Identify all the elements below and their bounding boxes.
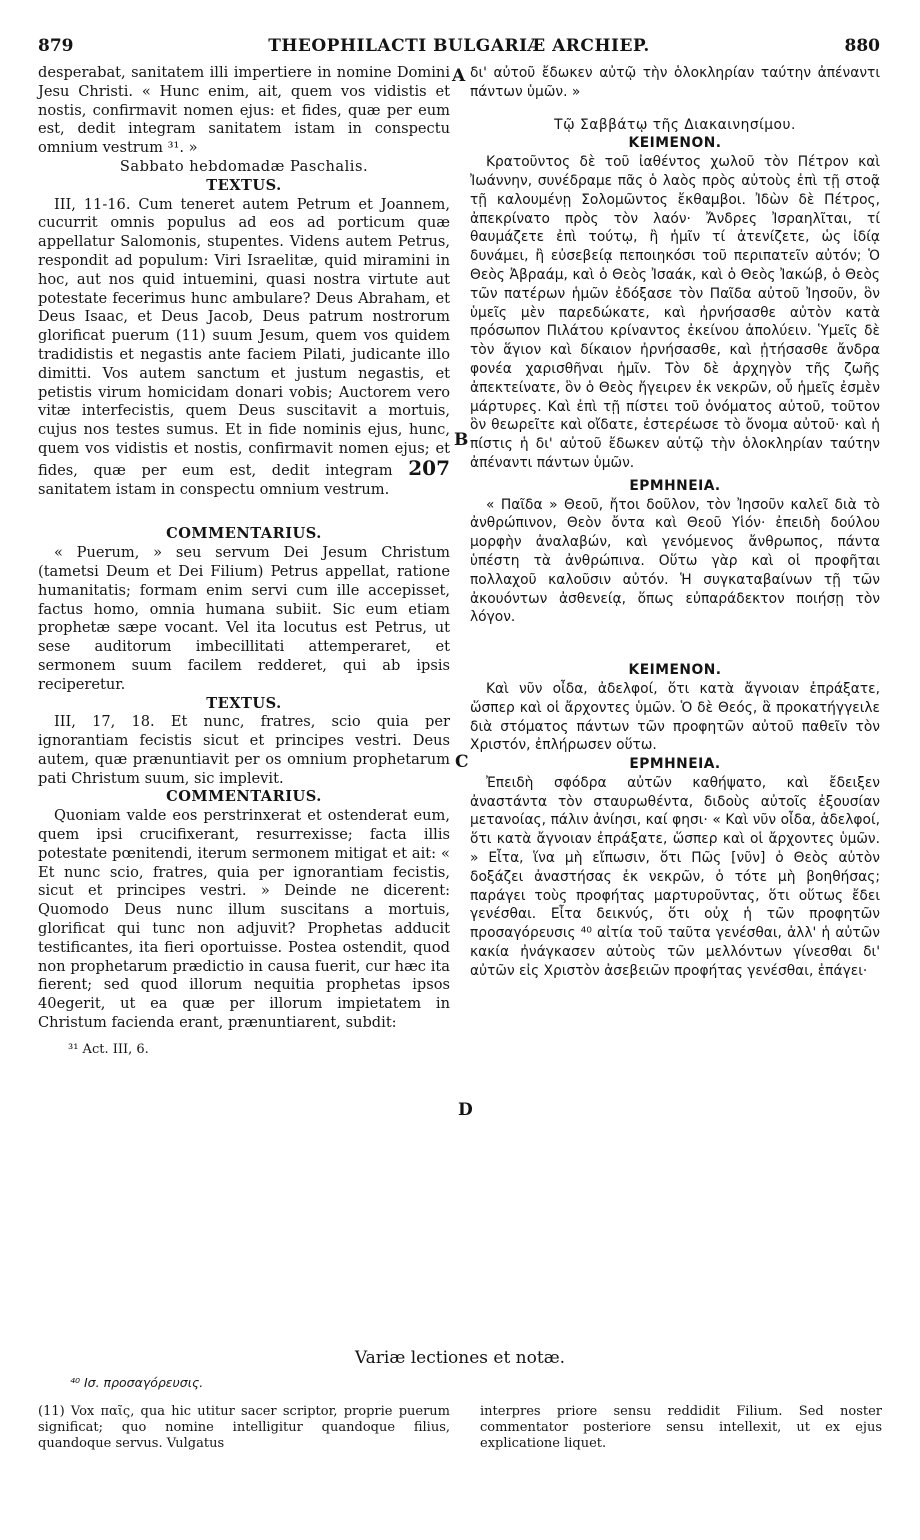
greek-section-title: Τῷ Σαββάτῳ τῆς Διακαινησίμου.	[554, 116, 796, 133]
latin-section-title: Sabbato hebdomadæ Paschalis.	[119, 157, 369, 175]
note-11-right	[480, 1404, 882, 1451]
greek-intro: δι' αὐτοῦ ἔδωκεν αὐτῷ τὴν ὁλοκληρίαν ταύτην ἀπέναντι πάντων ὑμῶν. »	[470, 65, 880, 100]
latin-intro: desperabat, sanitatem illi impertiere in nomine Domini Jesu Christi. « Hunc enim, ait, quem vos vidistis et nostis, confirmavit nomen ejus: et fides, quæ per eum est, dedit integram sanitatem istam in conspectu omnium vestrum ³¹. »	[38, 64, 450, 157]
hermeneia-2-body: Ἐπειδὴ σφόδρα αὐτῶν καθήψατο, καὶ ἔδειξεν ἀναστάντα τὸν σταυρωθέντα, διδοὺς αὐτοῖς ἐξουσίαν μετανοίας, πάλιν ἀνίησι, καί φησι· « Καὶ νῦν οἶδα, ἀδελφοί, ὅτι κατὰ ἄγνοιαν ἐπράξατε, ὥσπερ καὶ οἱ ἄρχοντες ὑμῶν. » Εἶτα, ἵνα μὴ εἴπωσιν, ὅτι Πῶς [νῦν] ὁ Θεὸς αὐτὸν δοξάζει ἀναστήσας ἐκ νεκρῶν, ὁ τότε μὴ βοηθήσας; παράγει τοὺς προφήτας μαρτυροῦντας, ὅτι οὕτως ἔδει γενέσθαι. Εἶτα δεικνύς, ὅτι οὐχ ἡ τῶν προφητῶν προσαγόρευσις ⁴⁰ αἰτία τοῦ ταῦτα γενέσθαι, ἀλλ' ἡ αὐτῶν κακία ἠνάγκασεν αὐτοὺς τῶν μελλόντων γίνεσθαι δι' αὐτῶν εἰς Χριστὸν ἀσεβειῶν προφήτας γενέσθαι, ἐπάγει·	[470, 774, 880, 979]
keimenon-heading-2: ΚΕΙΜΕΝΟΝ.	[628, 662, 722, 679]
running-title: THEOPHILACTI BULGARIÆ ARCHIEP.	[268, 36, 650, 56]
commentarius-heading-2: COMMENTARIUS.	[166, 788, 322, 806]
note-11-left-text: (11) Vox παῖς, qua hic utitur sacer scriptor, proprie puerum significat; quo nomine intelligitur quandoque filius, quandoque servus. Vulgatus	[38, 1404, 450, 1451]
note-11-right-text: interpres priore sensu reddidit Filium. Sed noster commentator posteriore sensu intellexit, ut ex ejus explicatione liquet.	[480, 1404, 882, 1451]
hermeneia-heading-1: ΕΡΜΗΝΕΙΑ.	[629, 477, 721, 494]
keimenon-heading-1: ΚΕΙΜΕΝΟΝ.	[628, 135, 722, 152]
commentarius-2-body: Quoniam valde eos perstrinxerat et ostenderat eum, quem ipsi crucifixerant, resurrexisse; facta illis potestate pœnitendi, iterum sermonem mitigat et ait: « Et nunc scio, fratres, quia per ignorantiam fecistis, sicut et principes vestri. » Deinde ne dicerent: Quomodo Deus nunc illum suscitans a mortuis, glorificat qui tunc non adjuvit? Prophetas adducit testificantes, ita fieri oportuisse. Postea ostendit, quod non prophetarum prædictio in causa fuerit, cur hæc ita fierent; sed quod illorum nequitia prophetas ipsos 40egerit, ut ea quæ per illorum impietatem in Christum facienda erant, prænuntiarent, subdit:	[38, 807, 450, 1032]
textus-heading-2: TEXTUS.	[206, 694, 282, 712]
footnote-40: ⁴⁰ Ισ. προσαγόρευσις.	[70, 1375, 204, 1390]
page-number-left: 879	[38, 36, 74, 56]
textus-2-body: III, 17, 18. Et nunc, fratres, scio quia per ignorantiam fecistis sicut et principes vestri. Deus autem, quæ prænuntiavit per os omnium prophetarum pati Christum suum, sic implevit.	[38, 713, 450, 787]
margin-letter-a: A	[452, 66, 466, 86]
keimenon-2-body: Καὶ νῦν οἶδα, ἀδελφοί, ὅτι κατὰ ἄγνοιαν ἐπράξατε, ὥσπερ καὶ οἱ ἄρχοντες ὑμῶν. Ὁ δὲ Θεός, ἃ προκατήγγειλε διὰ στόματος πάντων τῶν προφητῶν αὐτοῦ παθεῖν τὸν Χριστόν, ἐπλήρωσεν οὕτω.	[470, 680, 880, 754]
greek-column	[470, 64, 880, 981]
textus-1-text-end: sanitatem istam in conspectu omnium vestrum.	[38, 480, 390, 498]
commentarius-heading-1: COMMENTARIUS.	[166, 525, 322, 543]
commentarius-1-body: « Puerum, » seu servum Dei Jesum Christum (tametsi Deum et Dei Filium) Petrus appellat, ratione humanitatis; formam enim servi cum ille accepisset, factus homo, omnia humana subiit. Sic eum etiam prophetæ sæpe vocant. Vel ita locutus est Petrus, ut sese auditorum imbecillitati attemperaret, et sermonem suum facilem redderet, qui ab ipsis reciperetur.	[38, 544, 450, 693]
hermeneia-1-body: « Παῖδα » Θεοῦ, ἤτοι δοῦλον, τὸν Ἰησοῦν καλεῖ διὰ τὸ ἀνθρώπινον, Θεὸν ὄντα καὶ Θεοῦ Υἱόν· ἐπειδὴ δούλου μορφὴν ἀναλαβών, καὶ γενόμενος ἄνθρωπος, πάντα ὑπέστη τὰ ἀνθρώπινα. Οὕτω γὰρ καὶ οἱ προφῆται πολλαχοῦ καλοῦσιν αὐτόν. Ἡ συγκαταβαίνων τῇ τῶν ἀκουόντων ἀσθενείᾳ, ὅπως εὐπαράδεκτον ποιήσῃ τὸν λόγον.	[470, 496, 880, 626]
hermeneia-heading-2: ΕΡΜΗΝΕΙΑ.	[629, 756, 721, 773]
margin-letter-d: D	[458, 1100, 473, 1120]
footnote-31: ³¹ Act. III, 6.	[68, 1041, 149, 1057]
textus-1-text: III, 11-16. Cum teneret autem Petrum et Joannem, cucurrit omnis populus ad eos ad porticum quæ appellatur Salomonis, stupentes. Videns autem Petrus, respondit ad populum: Viri Israelitæ, quid miramini in hoc, aut nos quid intuemini, quasi nostra virtute aut potestate fecerimus hunc ambulare? Deus Abraham, et Deus Isaac, et Deus Jacob, Deus patrum nostrorum glorificat puerum (11) suum Jesum, quem vos quidem tradidistis et negastis ante faciem Pilati, judicante illo dimitti. Vos autem sanctum et justum negastis, et petistis virum homicidam donari vobis; Auctorem vero vitæ interfecistis, quem Deus suscitavit a mortuis, cujus nos testes sumus. Et in fide nominis ejus, hunc, quem vos vidistis et nostis, confirmavit nomen ejus; et fides, quæ per eum est, dedit integram	[38, 195, 450, 479]
page-number-right: 880	[844, 36, 880, 56]
textus-heading-1: TEXTUS.	[206, 176, 282, 194]
running-header	[38, 36, 880, 62]
page-marker-207: 207	[408, 455, 450, 480]
margin-letter-c: C	[455, 752, 469, 772]
latin-column	[38, 64, 450, 1060]
note-11-left	[38, 1404, 450, 1451]
keimenon-1-body: Κρατοῦντος δὲ τοῦ ἰαθέντος χωλοῦ τὸν Πέτρον καὶ Ἰωάννην, συνέδραμε πᾶς ὁ λαὸς πρὸς αὐτοὺς ἐπὶ τῇ στοᾷ τῇ καλουμένῃ Σολομῶντος ἔκθαμβοι. Ἰδὼν δὲ Πέτρος, ἀπεκρίνατο πρὸς τὸν λαόν· Ἄνδρες Ἰσραηλῖται, τί θαυμάζετε ἐπὶ τούτῳ, ἢ ἡμῖν τί ἀτενίζετε, ὡς ἰδίᾳ δυνάμει, ἢ εὐσεβείᾳ πεποιηκόσι τοῦ περιπατεῖν αὐτόν; Ὁ Θεὸς Ἀβραάμ, καὶ ὁ Θεὸς Ἰσαάκ, καὶ ὁ Θεὸς Ἰακώβ, ὁ Θεὸς τῶν πατέρων ἡμῶν ἐδόξασε τὸν Παῖδα αὐτοῦ Ἰησοῦν, ὃν ὑμεῖς μὲν παρεδώκατε, καὶ ἠρνήσασθε αὐτὸν κατὰ πρόσωπον Πιλάτου κρίναντος ἐκείνου ἀπολύειν. Ὑμεῖς δὲ τὸν ἅγιον καὶ δίκαιον ἠρνήσασθε, καὶ ᾐτήσασθε ἄνδρα φονέα χαρισθῆναι ἡμῖν. Τὸν δὲ ἀρχηγὸν τῆς ζωῆς ἀπεκτείνατε, ὃν ὁ Θεὸς ἤγειρεν ἐκ νεκρῶν, οὗ ἡμεῖς ἐσμὲν μάρτυρες. Καὶ ἐπὶ τῇ πίστει τοῦ ὀνόματος αὐτοῦ, τοῦτον ὃν θεωρεῖτε καὶ οἴδατε, ἐστερέωσε τὸ ὄνομα αὐτοῦ· καὶ ἡ πίστις ἡ δι' αὐτοῦ ἔδωκεν αὐτῷ τὴν ὁλοκληρίαν ταύτην ἀπέναντι πάντων ὑμῶν.	[470, 154, 880, 471]
margin-letter-b: B	[454, 430, 469, 450]
textus-1-body	[38, 196, 450, 500]
notes-title: Variæ lectiones et notæ.	[354, 1348, 566, 1368]
